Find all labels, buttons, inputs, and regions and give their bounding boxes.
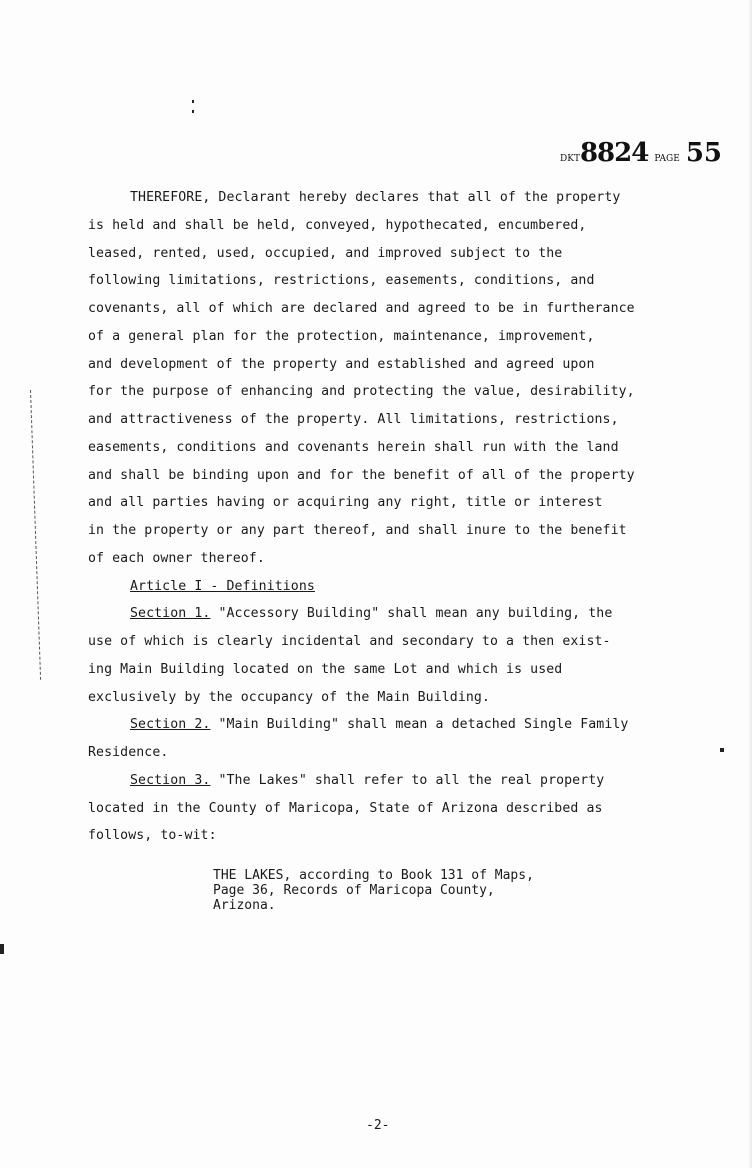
legal-description-line: Arizona. bbox=[213, 898, 276, 913]
scan-speck bbox=[0, 944, 4, 954]
scan-speck bbox=[720, 748, 724, 752]
legal-description-line: Page 36, Records of Maricopa County, bbox=[213, 883, 495, 898]
scan-margin-mark bbox=[30, 390, 41, 680]
section-1-label: Section 1. bbox=[130, 606, 211, 622]
section-2-text: "Main Building" shall mean a detached Single Family bbox=[210, 717, 629, 733]
body-line: follows, to-wit: bbox=[88, 828, 217, 844]
book-prefix: DKT bbox=[560, 154, 580, 164]
body-line: leased, rented, used, occupied, and improved subject to the bbox=[88, 245, 563, 261]
scan-edge-shadow bbox=[748, 0, 752, 1168]
section-1-text: "Accessory Building" shall mean any building, the bbox=[210, 606, 613, 622]
article-heading-text: Article I - Definitions bbox=[130, 578, 315, 594]
book-number: 8824 bbox=[579, 138, 649, 168]
legal-description bbox=[213, 868, 593, 913]
section-2-label: Section 2. bbox=[130, 717, 211, 733]
section-1-line bbox=[88, 600, 668, 628]
scan-speck bbox=[192, 110, 194, 113]
body-line: and shall be binding upon and for the benefit of all of the property bbox=[88, 467, 635, 483]
body-line: Residence. bbox=[88, 745, 169, 760]
book-page-reference bbox=[560, 138, 723, 168]
body-line: covenants, all of which are declared and agreed to be in furtherance bbox=[88, 301, 635, 316]
body-line: of a general plan for the protection, maintenance, improvement, bbox=[88, 328, 595, 344]
legal-description-line: THE LAKES, according to Book 131 of Maps, bbox=[213, 868, 534, 883]
body-line: for the purpose of enhancing and protecting the value, desirability, bbox=[88, 384, 635, 400]
body-line: following limitations, restrictions, easements, conditions, and bbox=[88, 273, 595, 289]
body-line: and attractiveness of the property. All limitations, restrictions, bbox=[88, 412, 619, 427]
section-3-line bbox=[88, 767, 668, 795]
body-line: in the property or any part thereof, and shall inure to the benefit bbox=[88, 523, 627, 538]
section-2-line bbox=[88, 711, 668, 739]
body-line: located in the County of Maricopa, State of Arizona described as bbox=[88, 800, 603, 816]
article-heading bbox=[88, 573, 668, 601]
body-line: ing Main Building located on the same Lot and which is used bbox=[88, 661, 563, 677]
page-footer-marker: -2- bbox=[366, 1118, 390, 1133]
body-line: use of which is clearly incidental and secondary to a then exist- bbox=[88, 634, 611, 649]
body-line: THEREFORE, Declarant hereby declares that all of the property bbox=[130, 190, 621, 205]
body-line: easements, conditions and covenants herein shall run with the land bbox=[88, 439, 619, 455]
body-line: is held and shall be held, conveyed, hypothecated, encumbered, bbox=[88, 217, 587, 233]
section-3-label: Section 3. bbox=[130, 772, 211, 788]
page-number: 55 bbox=[685, 138, 723, 168]
section-3-text: "The Lakes" shall refer to all the real property bbox=[210, 772, 605, 788]
document-body bbox=[88, 184, 668, 850]
scan-speck bbox=[192, 100, 194, 103]
body-line: exclusively by the occupancy of the Main Building. bbox=[88, 689, 490, 705]
page-prefix: PAGE bbox=[654, 154, 680, 164]
body-line: and development of the property and established and agreed upon bbox=[88, 356, 595, 372]
body-line: and all parties having or acquiring any right, title or interest bbox=[88, 495, 603, 511]
body-line: of each owner thereof. bbox=[88, 550, 265, 566]
